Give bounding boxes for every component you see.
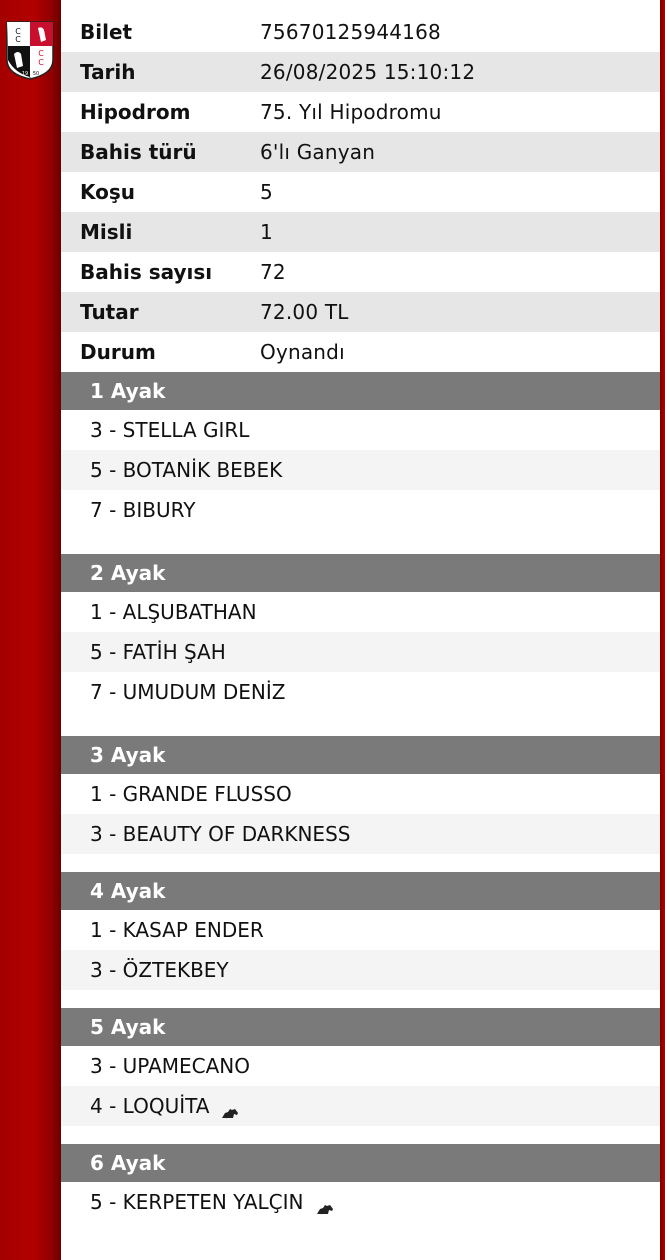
ticket-info-label: Koşu <box>80 180 136 204</box>
leg-header: 6 Ayak <box>61 1144 660 1182</box>
runner-label: 3 - STELLA GIRL <box>90 418 250 442</box>
ticket-info-table <box>61 12 660 372</box>
ticket-info-label: Bahis sayısı <box>80 260 213 284</box>
right-side-bar <box>660 0 665 1260</box>
ticket-info-value: 1 <box>260 220 273 244</box>
leg-spacer <box>61 854 660 872</box>
logo-year-left: 19 <box>21 71 29 77</box>
ticket-info-row <box>61 172 660 212</box>
ticket-info-value: 75. Yıl Hipodromu <box>260 100 442 124</box>
ticket-info-value: Oynandı <box>260 340 345 364</box>
ticket-info-value: 75670125944168 <box>260 20 441 44</box>
logo-year-right: 50 <box>32 71 40 77</box>
ticket-info-label: Durum <box>80 340 156 364</box>
ticket-info-label: Bilet <box>80 20 133 44</box>
ticket-info-row <box>61 212 660 252</box>
runner-label: 7 - UMUDUM DENİZ <box>90 680 286 704</box>
ticket-info-label: Hipodrom <box>80 100 191 124</box>
runner-label: 7 - BIBURY <box>90 498 196 522</box>
ticket-info-label: Tutar <box>80 300 139 324</box>
runner-row <box>61 814 660 854</box>
runner-row <box>61 910 660 950</box>
runner-label: 1 - ALŞUBATHAN <box>90 600 257 624</box>
ticket-info-value: 5 <box>260 180 273 204</box>
ticket-info-label: Tarih <box>80 60 136 84</box>
leg-header: 4 Ayak <box>61 872 660 910</box>
ticket-info-value: 26/08/2025 15:10:12 <box>260 60 476 84</box>
runner-label: 1 - GRANDE FLUSSO <box>90 782 292 806</box>
ticket-info-row <box>61 332 660 372</box>
horse-head-icon <box>221 1100 239 1112</box>
runner-row <box>61 950 660 990</box>
svg-text:C: C <box>38 58 44 67</box>
runner-row <box>61 592 660 632</box>
runner-row <box>61 450 660 490</box>
ticket-info-row <box>61 132 660 172</box>
svg-text:C: C <box>15 27 21 36</box>
runner-label: 5 - FATİH ŞAH <box>90 640 226 664</box>
ticket-info-row <box>61 92 660 132</box>
svg-text:C: C <box>15 35 21 44</box>
leg-spacer <box>61 712 660 736</box>
leg-header: 2 Ayak <box>61 554 660 592</box>
runner-label: 5 - KERPETEN YALÇIN <box>90 1190 304 1214</box>
left-side-bar <box>0 0 61 1260</box>
ticket-info-row <box>61 12 660 52</box>
leg-header: 1 Ayak <box>61 372 660 410</box>
runner-row <box>61 672 660 712</box>
legs-list <box>61 372 660 1240</box>
runner-label: 3 - UPAMECANO <box>90 1054 250 1078</box>
svg-text:C: C <box>38 49 44 58</box>
runner-label: 1 - KASAP ENDER <box>90 918 264 942</box>
runner-label: 3 - BEAUTY OF DARKNESS <box>90 822 351 846</box>
ticket-info-row <box>61 252 660 292</box>
ticket-info-label: Misli <box>80 220 133 244</box>
ticket-info-row <box>61 292 660 332</box>
leg-spacer <box>61 1126 660 1144</box>
ticket-info-value: 72.00 TL <box>260 300 349 324</box>
leg-spacer <box>61 530 660 554</box>
runner-row <box>61 1046 660 1086</box>
ticket-info-value: 72 <box>260 260 286 284</box>
runner-row <box>61 774 660 814</box>
runner-label: 4 - LOQUİTA <box>90 1094 210 1118</box>
ticket-info-value: 6'lı Ganyan <box>260 140 376 164</box>
ticket-details <box>61 12 660 1240</box>
runner-label: 5 - BOTANİK BEBEK <box>90 458 283 482</box>
ticket-info-label: Bahis türü <box>80 140 197 164</box>
leg-spacer <box>61 1222 660 1240</box>
runner-row <box>61 1182 660 1222</box>
runner-row <box>61 410 660 450</box>
club-logo <box>5 20 55 80</box>
horse-head-icon <box>316 1196 334 1208</box>
runner-label: 3 - ÖZTEKBEY <box>90 958 229 982</box>
runner-row <box>61 632 660 672</box>
runner-row <box>61 1086 660 1126</box>
leg-header: 3 Ayak <box>61 736 660 774</box>
leg-spacer <box>61 990 660 1008</box>
ticket-info-row <box>61 52 660 92</box>
runner-row <box>61 490 660 530</box>
leg-header: 5 Ayak <box>61 1008 660 1046</box>
